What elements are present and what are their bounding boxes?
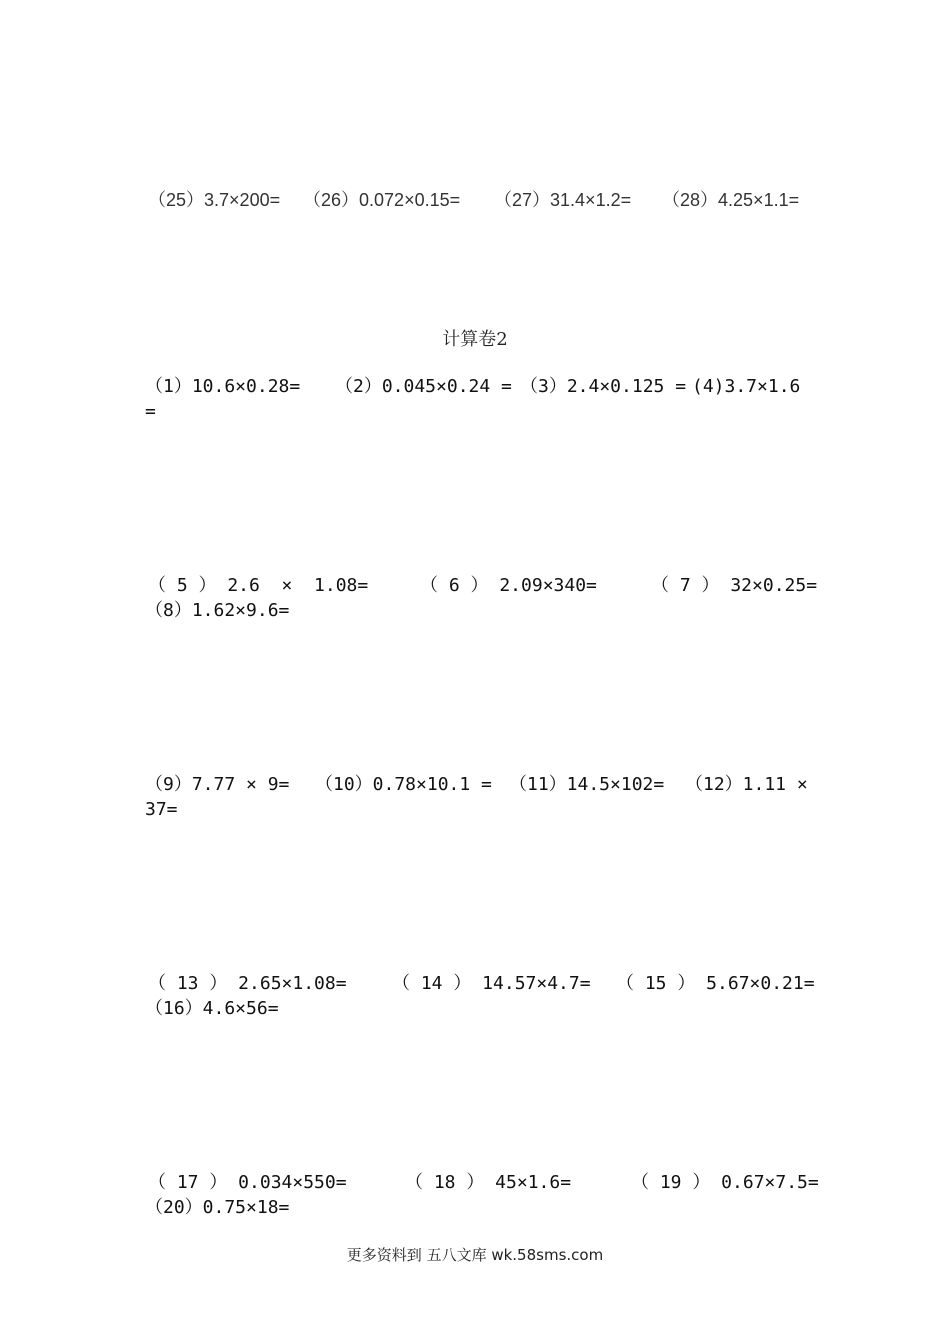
problem-27: （27）31.4×1.2= — [494, 190, 632, 210]
problem-6: （ 6 ） 2.09×340= — [420, 575, 597, 596]
problem-12: （12）1.11 × — [685, 774, 808, 795]
problem-17: （ 17 ） 0.034×550= — [148, 1172, 347, 1193]
problem-7: （ 7 ） 32×0.25= — [651, 575, 818, 596]
problem-16: （16）4.6×56= — [145, 998, 279, 1019]
problem-25: （25）3.7×200= — [148, 190, 281, 210]
problem-15: （ 15 ） 5.67×0.21= — [616, 973, 815, 994]
problem-28: （28）4.25×1.1= — [662, 190, 800, 210]
problem-5: （ 5 ） 2.6 × 1.08= — [148, 575, 369, 596]
problem-26: （26）0.072×0.15= — [303, 190, 461, 210]
problem-20: （20）0.75×18= — [145, 1197, 290, 1218]
problem-8: （8）1.62×9.6= — [145, 600, 290, 621]
section-title: 计算卷2 — [442, 329, 508, 350]
problem-19: （ 19 ） 0.67×7.5= — [631, 1172, 819, 1193]
problem-3: （3）2.4×0.125 = — [520, 376, 687, 397]
problem-18: （ 18 ） 45×1.6= — [405, 1172, 572, 1193]
footer-link-text: 更多资料到 五八文库 wk.58sms.com — [346, 1246, 604, 1264]
problem-13: （ 13 ） 2.65×1.08= — [148, 973, 347, 994]
problem-2: （2）0.045×0.24 = — [335, 376, 512, 397]
problem-1: （1）10.6×0.28= — [145, 376, 301, 397]
problem-10: （10）0.78×10.1 = — [315, 774, 492, 795]
problem-4: (4)3.7×1.6 — [692, 376, 801, 397]
problem-9: （9）7.77 × 9= — [145, 774, 290, 795]
problem-14: （ 14 ） 14.57×4.7= — [392, 973, 591, 994]
problem-11: （11）14.5×102= — [509, 774, 665, 795]
problem-4-continued: = — [145, 401, 156, 422]
problem-12-continued: 37= — [145, 799, 178, 820]
